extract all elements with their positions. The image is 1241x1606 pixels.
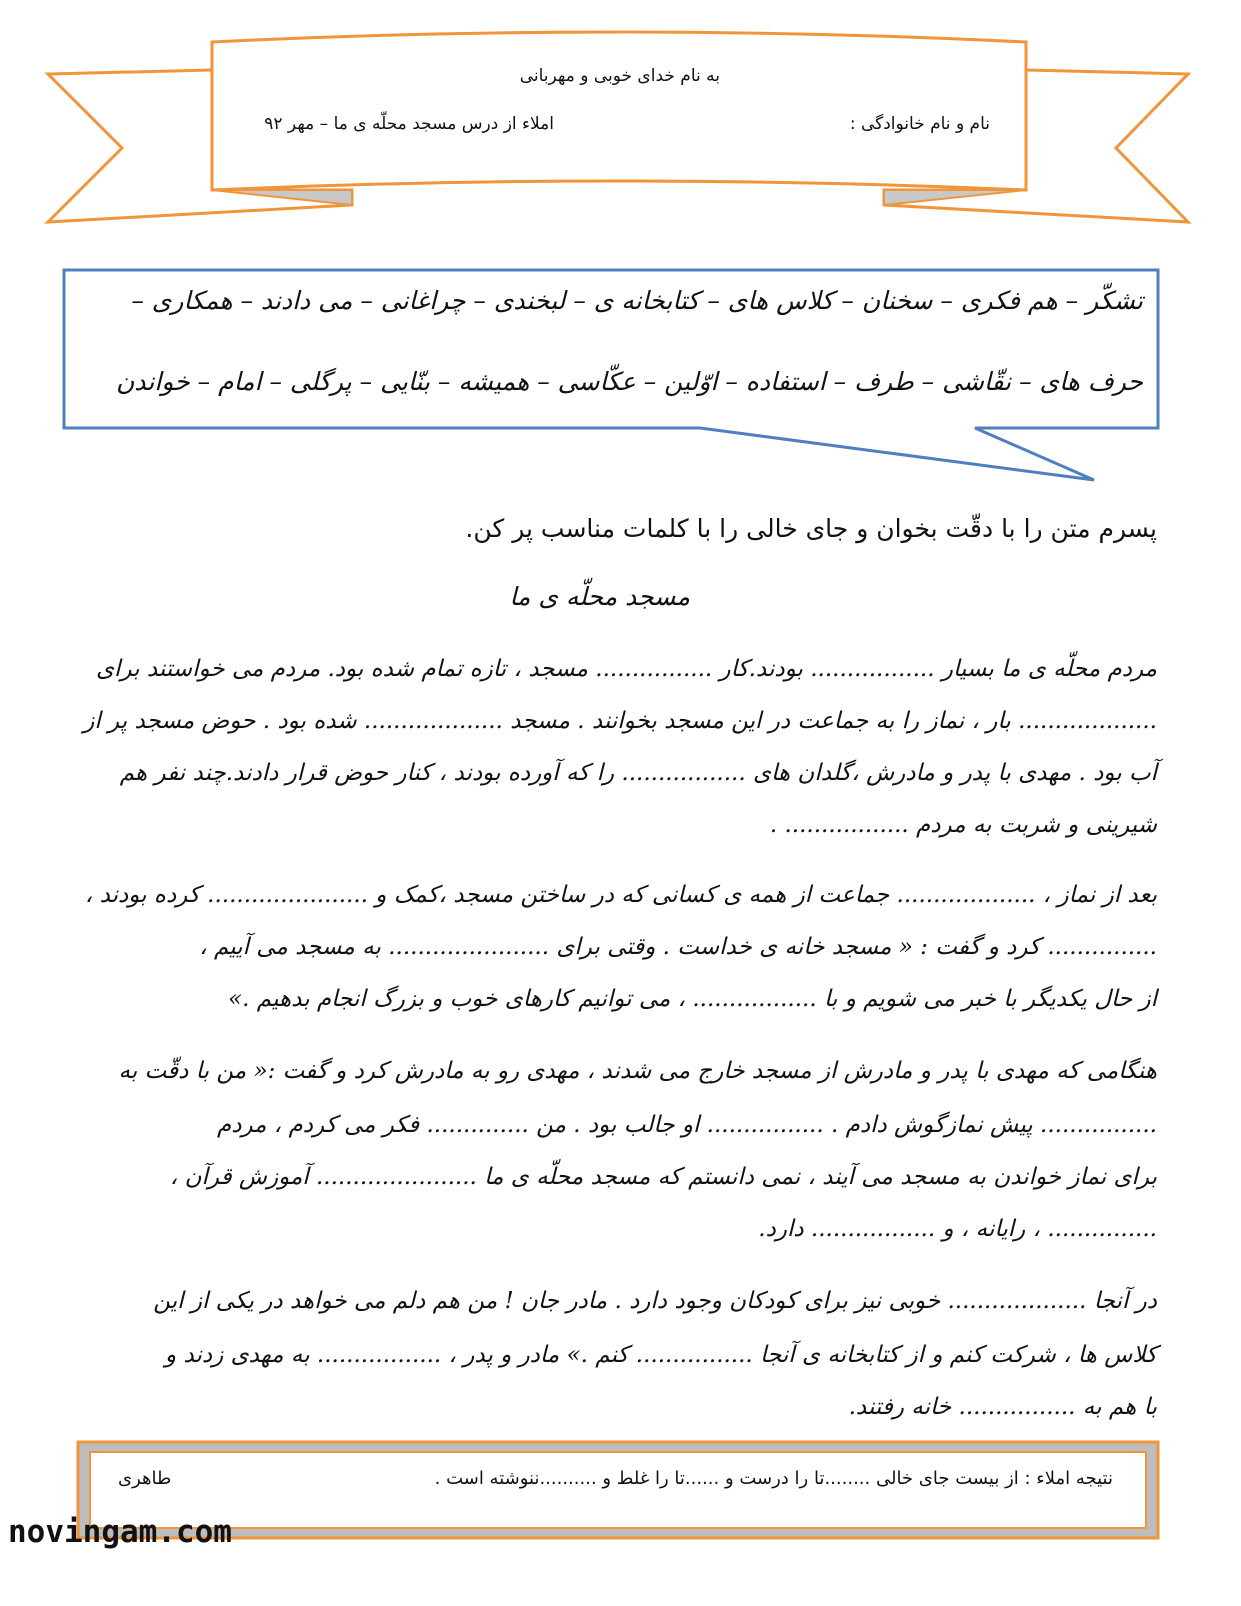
- paragraph-line: برای نماز خواندن به مسجد می آیند ، نمی دانستم که مسجد محلّه ی ما ...................... آموزش قرآن ،: [169, 1164, 1157, 1190]
- paragraph-line: مردم محلّه ی ما بسیار ................. بودند.کار ................ مسجد ، تازه تمام شده بود. مردم می خواستند برای: [96, 656, 1157, 682]
- instruction-text: پسرم متن را با دقّت بخوان و جای خالی را با کلمات مناسب پر کن.: [465, 514, 1157, 543]
- story-title: مسجد محلّه ی ما: [509, 582, 690, 611]
- result-frame-inner: [90, 1452, 1146, 1528]
- paragraph-line: ................ پیش نمازگوش دادم . ................ او جالب بود . من .............. فکر می کردم ، مردم: [217, 1112, 1157, 1138]
- paragraph-line: ................... بار ، نماز را به جماعت در این مسجد بخوانند . مسجد ................... شده بود . حوض مسجد پر از: [83, 708, 1157, 734]
- word-bank-line-2: حرف های – نقّاشی – طرف – استفاده – اوّلین – عکّاسی – همیشه – بنّایی – پرگلی – امام – خواندن: [115, 367, 1143, 396]
- basmala-heading: به نام خدای خوبی و مهربانی: [519, 66, 720, 86]
- paragraph-line: با هم به ................ خانه رفتند.: [848, 1394, 1157, 1420]
- result-text: نتیجه املاء : از بیست جای خالی ........تا را درست و ......تا را غلط و ..........ننوشته است .: [434, 1468, 1113, 1489]
- name-label: نام و نام خانوادگی :: [849, 114, 990, 134]
- paragraph-line: بعد از نماز ، ................... جماعت از همه ی کسانی که در ساختن مسجد ،کمک و ...................... کرده بودند ،: [84, 882, 1157, 908]
- teacher-name: طاهری: [118, 1468, 172, 1489]
- banner-main: [212, 32, 1026, 190]
- watermark-text: novingam.com: [8, 1514, 232, 1550]
- paragraph-line: شیرینی و شربت به مردم ................. .: [769, 812, 1157, 838]
- word-bank-line-1: تشکّر – هم فکری – سخنان – کلاس های – کتابخانه ی – لبخندی – چراغانی – می دادند – همکاری –: [131, 286, 1143, 315]
- paragraph-line: ............... ، رایانه ، و ................. دارد.: [758, 1216, 1157, 1242]
- paragraph-line: آب بود . مهدی با پدر و مادرش ،گلدان های ................. را که آورده بودند ، کنار حوض قرار دادند.چند نفر هم: [119, 760, 1157, 786]
- paragraph-line: ............... کرد و گفت : « مسجد خانه ی خداست . وقتی برای ...................... به مسجد می آییم ،: [199, 934, 1157, 960]
- paragraph-line: در آنجا ................... خوبی نیز برای کودکان وجود دارد . مادر جان ! من هم دلم می خواهد در یکی از این: [153, 1288, 1157, 1314]
- dictation-title: املاء از درس مسجد محلّه ی ما – مهر ۹۲: [264, 114, 554, 134]
- paragraph-line: هنگامی که مهدی با پدر و مادرش از مسجد خارج می شدند ، مهدی رو به مادرش کرد و گفت :« من با دقّت به: [118, 1058, 1157, 1084]
- paragraph-line: از حال یکدیگر با خبر می شویم و با ................. ، می توانیم کارهای خوب و بزرگ انجام بدهیم .»: [228, 986, 1157, 1012]
- paragraph-line: کلاس ها ، شرکت کنم و از کتابخانه ی آنجا ................ کنم .» مادر و پدر ، ................. به مهدی زدند و: [165, 1342, 1157, 1368]
